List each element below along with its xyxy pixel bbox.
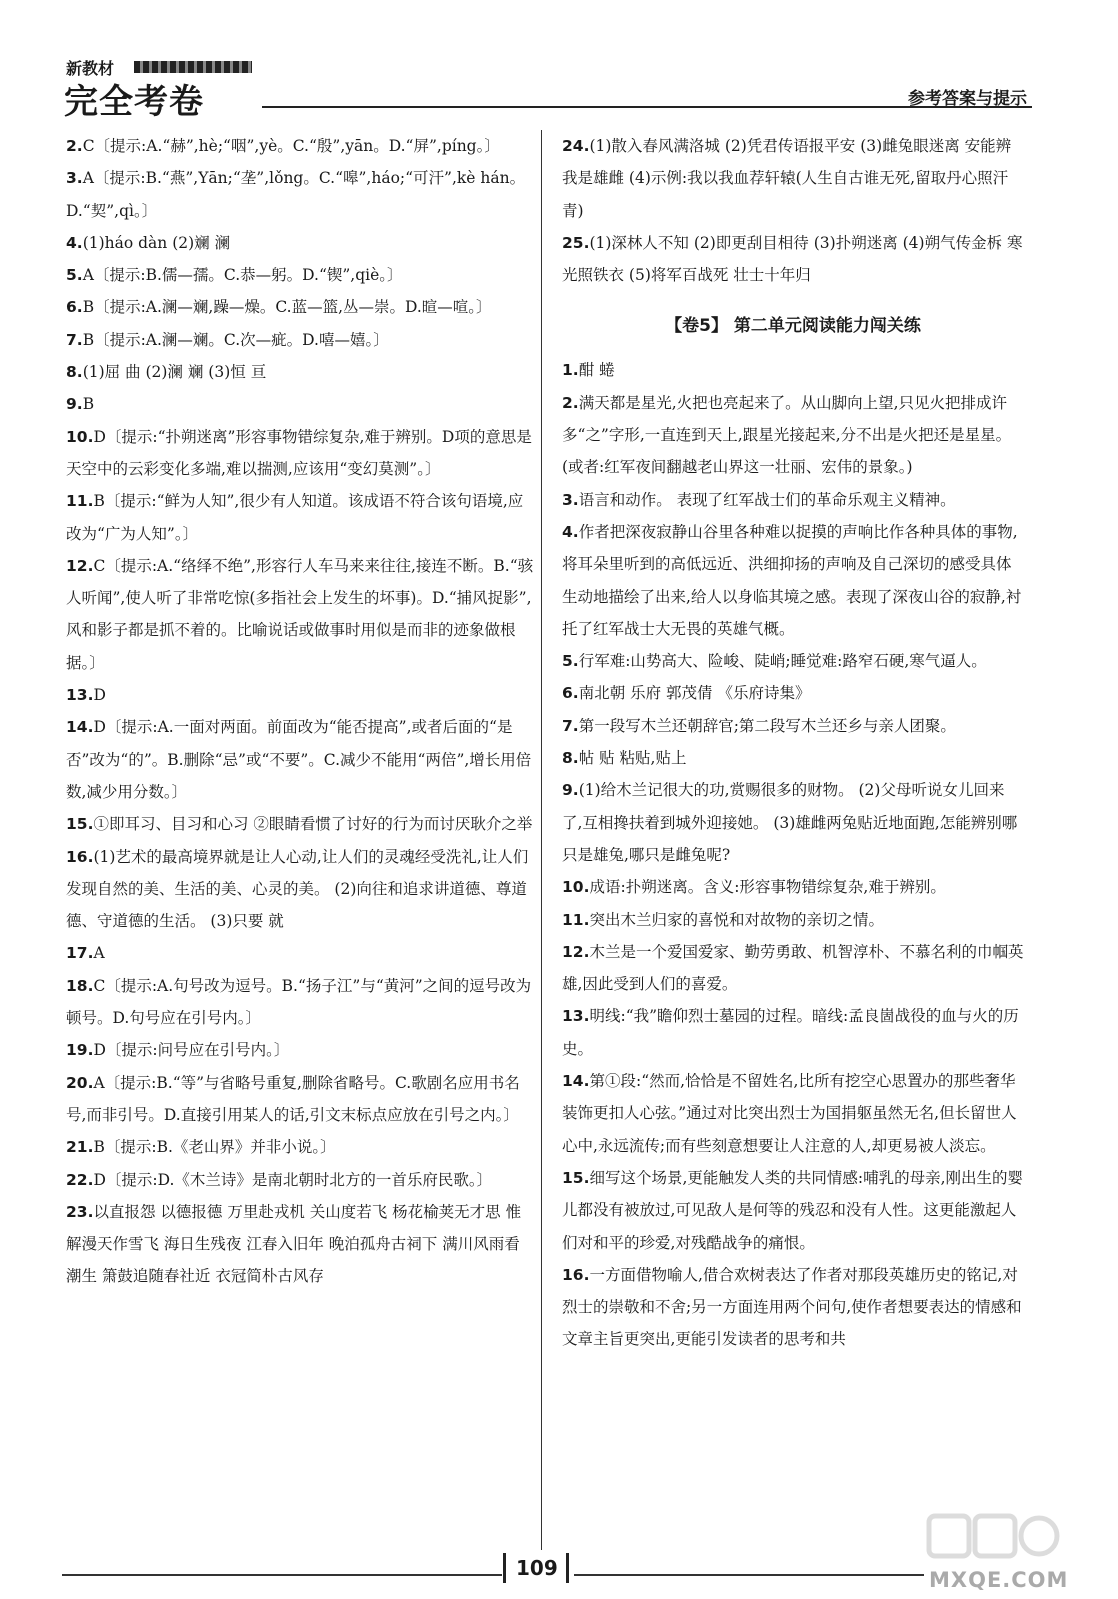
page-header: [62, 56, 1027, 122]
answer-item: [66, 130, 534, 162]
answer-text: 第一段写木兰还朝辞官;第二段写木兰还乡与亲人团聚。: [578, 716, 956, 735]
answer-item: [66, 1196, 534, 1293]
answer-text: 第①段:“然而,恰恰是不留姓名,比所有挖空心思置办的那些奢华装饰更扣人心弦。”通过对比突出烈士为国捐躯虽然无名,但长留世人心中,永远流传;而有些刻意想要让人注意的人,却更易被人淡忘。: [562, 1072, 1017, 1155]
answer-text: B〔提示:A.澜—斓。C.次—疵。D.嘻—嬉。〕: [82, 330, 389, 349]
answer-number: 2.: [562, 393, 579, 412]
right-column: [562, 130, 1024, 1356]
answer-text: B〔提示:A.澜—斓,躁—燥。C.蓝—篮,丛—崇。D.暄—喧。〕: [82, 298, 492, 317]
answer-number: 12.: [562, 942, 590, 961]
answer-number: 4.: [66, 233, 83, 252]
answer-text: (1)屈 曲 (2)澜 斓 (3)恒 亘: [82, 363, 267, 382]
answer-number: 24.: [562, 137, 590, 155]
answer-number: 13.: [562, 1007, 590, 1026]
answer-item: [66, 291, 534, 323]
answer-item: [562, 710, 1024, 742]
answer-text: 细写这个场景,更能触发人类的共同情感:哺乳的母亲,刚出生的婴儿都没有被放过,可见敌人是何等的残忍和没有人性。这更能激起人们对和平的珍爱,对残酷战争的痛恨。: [562, 1168, 1024, 1252]
answer-number: 1.: [562, 361, 579, 380]
answer-number: 4.: [562, 522, 579, 541]
answer-item: [66, 970, 534, 1035]
answer-item: [66, 711, 534, 808]
answer-item: [562, 1000, 1024, 1065]
answer-text: A〔提示:B.儒—孺。C.恭—躬。D.“锲”,qiè。〕: [82, 266, 403, 285]
answer-item: [562, 645, 1024, 677]
answer-number: 18.: [66, 976, 94, 995]
answer-item: [562, 1259, 1024, 1356]
answer-item: [66, 162, 534, 227]
answer-number: 17.: [66, 944, 94, 963]
answer-number: 2.: [66, 137, 83, 155]
answer-item: [562, 1162, 1024, 1259]
answer-item: [562, 387, 1024, 484]
answer-item: [66, 841, 534, 938]
footer-rule-right: [574, 1574, 924, 1576]
answer-text: 帖 贴 粘贴,贴上: [578, 749, 687, 768]
answer-item: [562, 516, 1024, 645]
answer-number: 6.: [66, 298, 83, 317]
column-divider: [541, 130, 542, 1550]
answer-text: D〔提示:“扑朔迷离”形容事物错综复杂,难于辨别。D项的意思是天空中的云彩变化多端,难以揣测,应该用“变幻莫测”。〕: [66, 427, 532, 478]
page-number: 109: [516, 1556, 558, 1580]
answer-text: 明线:“我”瞻仰烈士墓园的过程。暗线:孟良崮战役的血与火的历史。: [562, 1007, 1019, 1058]
answer-text: 木兰是一个爱国爱家、勤劳勇敢、机智淳朴、不慕名利的巾帼英雄,因此受到人们的喜爱。: [562, 942, 1024, 994]
answer-text: 作者把深夜寂静山谷里各种难以捉摸的声响比作各种具体的事物,将耳朵里听到的高低远近、洪细抑扬的声响及自己深切的感受具体生动地描绘了出来,给人以身临其境之感。表现了深夜山谷的寂静,衬托了红军战士大无畏的英雄气概。: [562, 522, 1022, 638]
answer-number: 7.: [66, 330, 83, 349]
page-bar-right: [566, 1553, 569, 1583]
answer-item: [66, 1034, 534, 1066]
answer-text: (1)深林人不知 (2)即更刮目相待 (3)扑朔迷离 (4)朔气传金柝 寒光照铁衣 (5)将军百战死 壮士十年归: [562, 233, 1023, 285]
answer-item: [66, 808, 534, 840]
answer-text: D〔提示:A.一面对两面。前面改为“能否提高”,或者后面的“是否”改为“的”。B.删除“忌”或“不要”。C.减少不能用“两倍”,增长用倍数,减少用分数。〕: [66, 718, 532, 801]
answer-text: 满天都是星光,火把也亮起来了。从山脚向上望,只见火把排成许多“之”字形,一直连到天上,跟星光接起来,分不出是火把还是星星。(或者:红军夜间翻越老山界这一壮丽、宏伟的景象。): [562, 393, 1012, 477]
answer-number: 6.: [562, 684, 579, 703]
answer-item: [562, 484, 1024, 516]
answer-number: 22.: [66, 1170, 94, 1189]
answer-number: 7.: [562, 716, 579, 735]
brand-small-title: 新教材: [66, 59, 115, 78]
answer-text: 突出木兰归家的喜悦和对故物的亲切之情。: [589, 910, 884, 929]
answer-item: [562, 774, 1024, 871]
answer-text: 语言和动作。 表现了红军战士们的革命乐观主义精神。: [578, 490, 956, 509]
answer-item: [562, 1065, 1024, 1162]
answer-text: C〔提示:A.句号改为逗号。B.“扬子江”与“黄河”之间的逗号改为顿号。D.句号应在引号内。〕: [66, 976, 532, 1028]
page-bar-left: [503, 1553, 506, 1583]
answer-item: [66, 1067, 534, 1132]
answer-item: [66, 421, 534, 486]
answer-item: [66, 324, 534, 356]
answer-number: 3.: [66, 169, 83, 188]
answer-text: B〔提示:B.《老山界》并非小说。〕: [93, 1138, 336, 1157]
answer-item: [562, 354, 1024, 386]
left-column: [66, 130, 534, 1293]
brand-decoration: [134, 61, 252, 73]
answer-text: 以直报怨 以德报德 万里赴戎机 关山度若飞 杨花榆荚无才思 惟解漫天作雪飞 海日生残夜 江春入旧年 晚泊孤舟古祠下 满川风雨看潮生 箫鼓追随春社近 衣冠简朴古风存: [66, 1202, 522, 1286]
answer-number: 19.: [66, 1041, 94, 1060]
answer-item: [562, 227, 1024, 292]
answer-item: [66, 227, 534, 259]
answer-text: (1)散入春风满洛城 (2)凭君传语报平安 (3)雌兔眼迷离 安能辨我是雄雌 (4)示例:我以我血荐轩辕(人生自古谁无死,留取丹心照汗青): [562, 137, 1012, 220]
answer-item: [66, 259, 534, 291]
footer-rule-left: [62, 1574, 502, 1576]
answer-text: (1)艺术的最高境界就是让人心动,让人们的灵魂经受洗礼,让人们发现自然的美、生活的美、心灵的美。 (2)向往和追求讲道德、尊道德、守道德的生活。 (3)只要 就: [66, 847, 529, 931]
answer-item: [66, 1131, 534, 1163]
answer-item: [66, 1164, 534, 1196]
right-bottom-answers: [562, 354, 1024, 1355]
answer-text: D〔提示:D.《木兰诗》是南北朝时北方的一首乐府民歌。〕: [93, 1170, 493, 1189]
answer-number: 20.: [66, 1073, 94, 1092]
answer-text: A: [93, 944, 105, 963]
answer-text: A〔提示:B.“等”与省略号重复,删除省略号。C.歌剧名应用书名号,而非引号。D.直接引用某人的话,引文末标点应放在引号之内。〕: [66, 1073, 520, 1124]
section-label: 参考答案与提示: [908, 89, 1027, 109]
answer-item: [66, 550, 534, 679]
answer-text: B: [82, 395, 95, 414]
answer-number: 25.: [562, 233, 590, 252]
answer-text: 一方面借物喻人,借合欢树表达了作者对那段英雄历史的铭记,对烈士的崇敬和不舍;另一方面连用两个问句,使作者想要表达的情感和文章主旨更突出,更能引发读者的思考和共: [562, 1265, 1022, 1349]
answer-item: [562, 130, 1024, 227]
answer-number: 14.: [66, 718, 94, 737]
answer-number: 14.: [562, 1072, 590, 1091]
answer-number: 10.: [562, 878, 590, 897]
answer-text: D〔提示:问号应在引号内。〕: [93, 1041, 290, 1060]
answer-number: 15.: [562, 1168, 590, 1187]
answer-number: 8.: [562, 749, 579, 768]
answer-item: [66, 937, 534, 969]
answer-text: 酣 蜷: [578, 361, 615, 380]
answer-item: [66, 679, 534, 711]
watermark-text: MXQE.COM: [929, 1568, 1069, 1592]
answer-text: C〔提示:A.“络绎不绝”,形容行人车马来来往往,接连不断。B.“骇人听闻”,使人听了非常吃惊(多指社会上发生的坏事)。D.“捕风捉影”,风和影子都是抓不着的。比喻说话或做事时用似是而非的迹象做根据。〕: [66, 556, 534, 672]
answer-number: 9.: [562, 781, 579, 800]
answer-number: 8.: [66, 363, 83, 382]
answer-item: [66, 485, 534, 550]
answer-text: D: [93, 686, 106, 705]
answer-item: [562, 904, 1024, 936]
answer-text: (1)háo dàn (2)斓 澜: [82, 233, 231, 252]
answer-text: C〔提示:A.“赫”,hè;“咽”,yè。C.“殷”,yān。D.“屏”,píng。〕: [82, 137, 500, 155]
answer-number: 5.: [66, 266, 83, 285]
answer-number: 5.: [562, 652, 579, 671]
answer-text: ①即耳习、目习和心习 ②眼睛看惯了讨好的行为而讨厌耿介之举: [93, 815, 533, 834]
answer-number: 3.: [562, 490, 579, 509]
brand-title: 完全考卷: [64, 82, 204, 122]
answer-number: 15.: [66, 815, 94, 834]
answer-item: [562, 677, 1024, 709]
answer-text: (1)给木兰记很大的功,赏赐很多的财物。 (2)父母听说女儿回来了,互相搀扶着到城外迎接她。 (3)雄雌两兔贴近地面跑,怎能辨别哪只是雄兔,哪只是雌兔呢?: [562, 781, 1018, 864]
answer-text: A〔提示:B.“燕”,Yān;“垄”,lǒng。C.“嗥”,háo;“可汗”,kè hán。D.“契”,qì。〕: [66, 169, 526, 220]
answer-number: 10.: [66, 427, 94, 446]
answer-item: [562, 871, 1024, 903]
answer-number: 16.: [66, 847, 94, 866]
answer-text: 南北朝 乐府 郭茂倩 《乐府诗集》: [578, 684, 811, 703]
answer-number: 11.: [562, 910, 590, 929]
answer-text: 行军难:山势高大、险峻、陡峭;睡觉难:路窄石硬,寒气逼人。: [578, 652, 987, 671]
answer-number: 21.: [66, 1138, 94, 1157]
answer-item: [562, 742, 1024, 774]
answer-text: B〔提示:“鲜为人知”,很少有人知道。该成语不符合该句语境,应改为“广为人知”。〕: [66, 492, 524, 543]
answer-number: 13.: [66, 686, 94, 705]
right-top-answers: [562, 130, 1024, 291]
answer-number: 11.: [66, 492, 94, 511]
answer-number: 16.: [562, 1265, 590, 1284]
answer-number: 12.: [66, 556, 94, 575]
answer-item: [66, 388, 534, 420]
answer-text: 成语:扑朔迷离。含义:形容事物错综复杂,难于辨别。: [589, 878, 946, 897]
answer-item: [66, 356, 534, 388]
answer-number: 9.: [66, 395, 83, 414]
answer-number: 23.: [66, 1202, 94, 1221]
section-title: 【卷5】 第二单元阅读能力闯关练: [665, 316, 921, 337]
answer-item: [562, 936, 1024, 1001]
